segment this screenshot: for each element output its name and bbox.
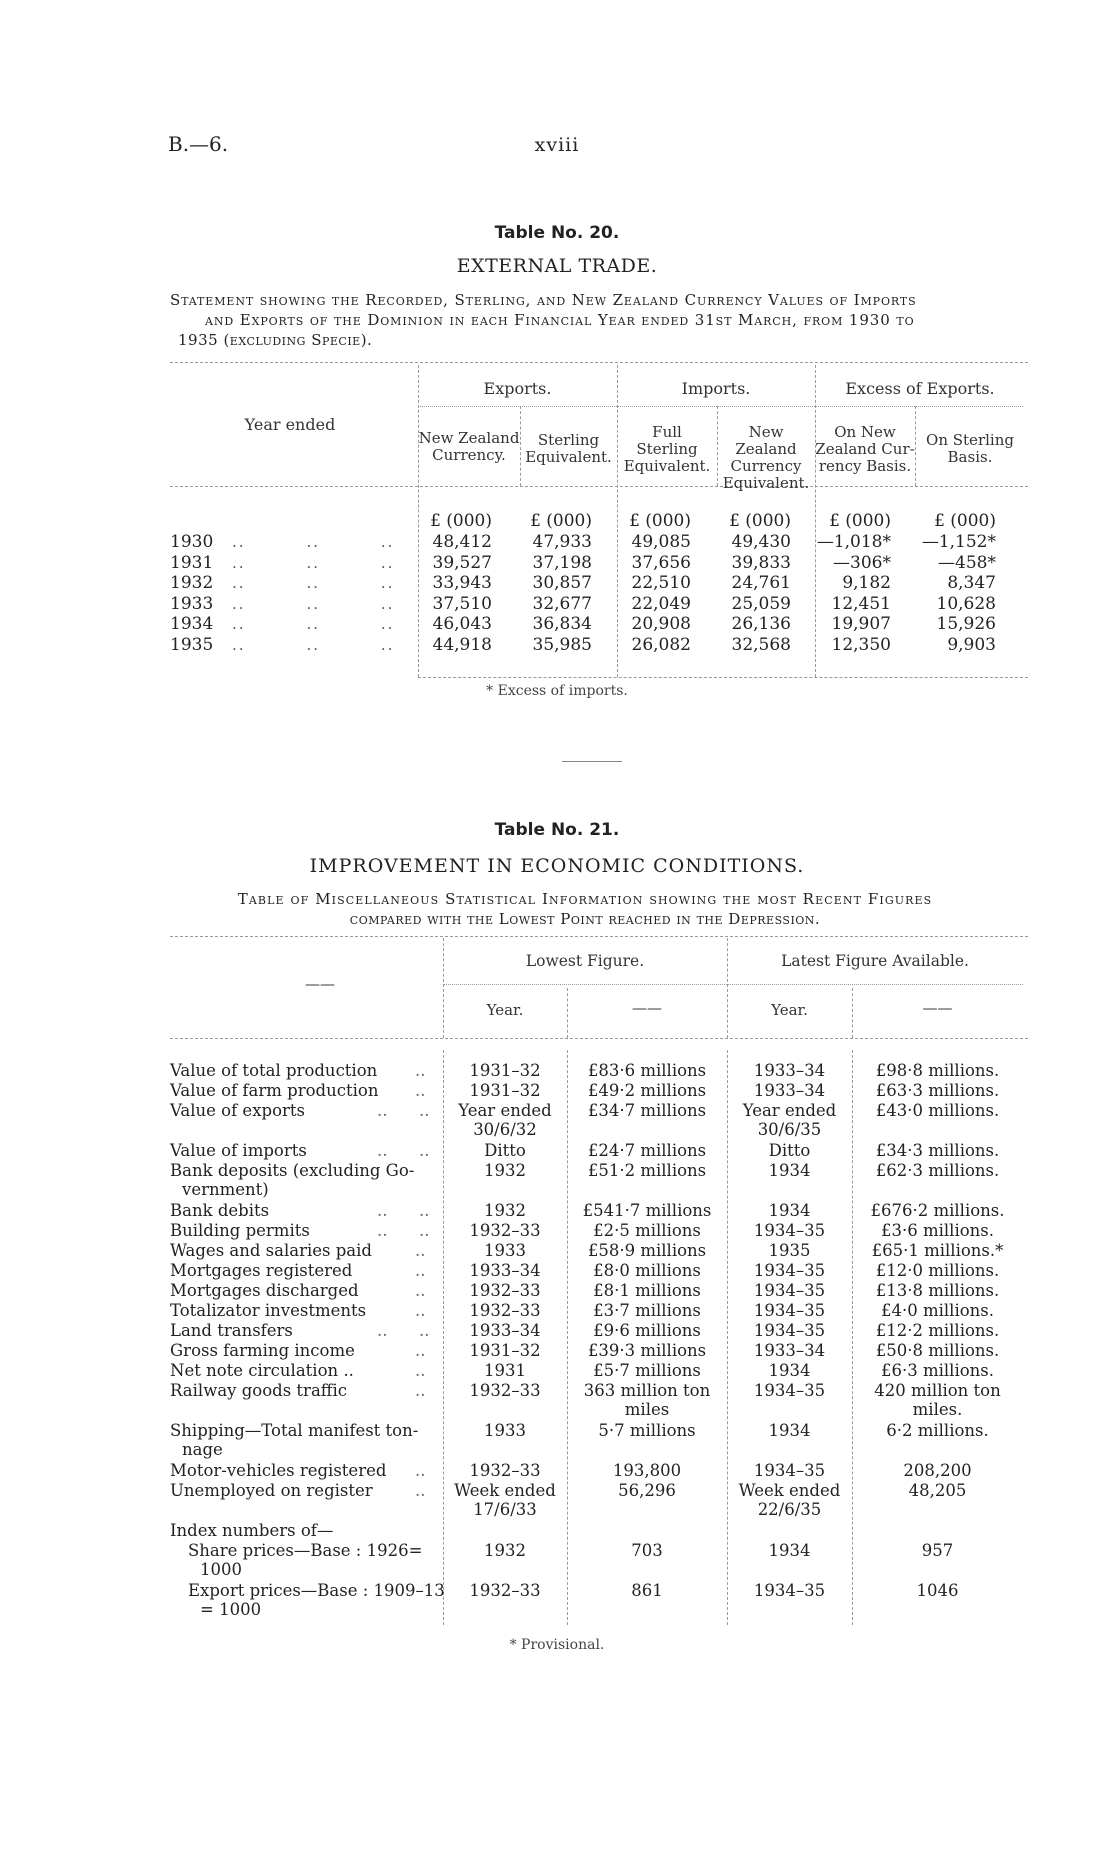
group-imports: Imports. <box>681 379 751 398</box>
lowest-value: £541·7 millions <box>582 1201 712 1220</box>
table20-label: Table No. 20. <box>494 223 620 243</box>
latest-value: 957 <box>921 1541 954 1560</box>
row-label: Gross farming income <box>170 1341 355 1360</box>
latest-year: 1933–34 <box>753 1081 826 1100</box>
table-cell: 15,926 <box>936 614 996 634</box>
table-cell: 36,834 <box>532 614 592 634</box>
latest-year: 1935 <box>768 1241 811 1260</box>
latest-year: 1934 <box>768 1421 811 1440</box>
lowest-year: 1931–32 <box>469 1081 541 1100</box>
lowest-year: 1933 <box>484 1421 526 1440</box>
leader-dots: .. .. .. <box>232 635 395 654</box>
table-cell: 46,043 <box>432 614 492 634</box>
row-year: 1935 <box>170 634 214 655</box>
latest-value: £13·8 millions. <box>875 1281 1000 1300</box>
table-cell: 44,918 <box>432 634 492 655</box>
row-label-continued: 1000 <box>200 1560 242 1579</box>
table-cell: 25,059 <box>731 593 791 614</box>
col-year-ended: Year ended <box>244 415 336 434</box>
table21-description: Table of Miscellaneous Statistical Information showing the most Recent Figures <box>237 890 933 908</box>
group-lowest-figure: Lowest Figure. <box>525 952 645 970</box>
table20-description-3: 1935 (excluding Specie). <box>178 331 373 349</box>
table-cell: 32,677 <box>532 593 592 614</box>
leader-dots: .. <box>415 1081 426 1100</box>
lowest-year: 1933–34 <box>469 1321 541 1340</box>
row-label: Bank debits <box>170 1201 270 1220</box>
lowest-year: 1933–34 <box>469 1261 541 1280</box>
table-cell: 12,350 <box>831 634 891 655</box>
row-year: 1931 <box>170 552 214 573</box>
row-label-continued: = 1000 <box>200 1600 262 1619</box>
latest-year: 1933–34 <box>753 1341 826 1360</box>
table-cell: 10,628 <box>936 593 996 614</box>
latest-value: 1046 <box>916 1581 959 1600</box>
table20-footnote: * Excess of imports. <box>486 683 628 699</box>
sub-nz-currency: New Zealand Currency. <box>418 429 520 464</box>
row-label: Value of total production <box>170 1061 378 1080</box>
leader-dots: .. <box>415 1261 426 1280</box>
latest-value: 48,205 <box>908 1481 967 1500</box>
lowest-value: £83·6 millions <box>587 1061 707 1080</box>
latest-value: £34·3 millions. <box>875 1141 1000 1160</box>
row-label: Motor-vehicles registered <box>170 1461 387 1480</box>
latest-year: Ditto <box>768 1141 811 1160</box>
lowest-year: 1931 <box>484 1361 526 1380</box>
sub-on-nz-currency-basis: On New Zealand Cur- rency Basis. <box>815 423 915 475</box>
row-year: 1930 <box>170 532 214 552</box>
latest-year: 1934–35 <box>753 1301 826 1320</box>
latest-value: £6·3 millions. <box>880 1361 994 1380</box>
table20-title: EXTERNAL TRADE. <box>456 255 658 277</box>
table-cell: 26,136 <box>731 614 791 634</box>
table-cell: —306* <box>833 552 891 573</box>
table-cell: 24,761 <box>731 573 791 593</box>
table-cell: 48,412 <box>432 532 492 552</box>
row-label: Bank deposits (excluding Go- <box>170 1161 415 1180</box>
latest-year: 1934 <box>768 1161 811 1180</box>
table20-description-2: and Exports of the Dominion in each Financial Year ended 31st March, from 1930 to <box>205 311 915 329</box>
row-label: Value of farm production <box>170 1081 379 1100</box>
table-cell: 39,833 <box>731 552 791 573</box>
row-label: Land transfers <box>170 1321 293 1340</box>
leader-dots: .. <box>415 1461 426 1480</box>
latest-year-continued: 22/6/35 <box>757 1500 822 1519</box>
row-label-continued: nage <box>182 1440 223 1459</box>
unit: £ (000) <box>934 511 996 531</box>
latest-value: 420 million ton <box>874 1381 1001 1400</box>
latest-value: £43·0 millions. <box>875 1101 1000 1120</box>
table-cell: 49,430 <box>731 532 791 552</box>
table-cell: 9,903 <box>947 634 996 655</box>
latest-year: 1934–35 <box>753 1461 826 1480</box>
lowest-year: 1932–33 <box>469 1281 541 1300</box>
latest-year: 1934–35 <box>753 1581 826 1600</box>
lowest-value: £58·9 millions <box>587 1241 707 1260</box>
row-label: Mortgages registered <box>170 1261 353 1280</box>
leader-dots: .. .. .. <box>232 533 395 551</box>
row-label-continued: vernment) <box>182 1180 269 1199</box>
lowest-year: Week ended <box>454 1481 556 1500</box>
lowest-value: £2·5 millions <box>593 1221 701 1240</box>
page-number: xviii <box>534 134 580 156</box>
leader-dots: .. <box>415 1241 426 1260</box>
table21-title: IMPROVEMENT IN ECONOMIC CONDITIONS. <box>309 855 805 877</box>
row-label: Wages and salaries paid <box>170 1241 372 1260</box>
unit: £ (000) <box>629 511 691 531</box>
latest-value: £65·1 millions.* <box>871 1241 1004 1260</box>
lowest-year: 1932–33 <box>469 1461 541 1480</box>
latest-value: £62·3 millions. <box>875 1161 1000 1180</box>
table-cell: 37,198 <box>532 552 592 573</box>
section-separator <box>562 761 622 762</box>
lowest-year-continued: 30/6/32 <box>473 1120 537 1139</box>
latest-value: £3·6 millions. <box>880 1221 994 1240</box>
lowest-value: £24·7 millions <box>587 1141 707 1160</box>
table21-label: Table No. 21. <box>494 820 620 840</box>
leader-dots: .. .. .. <box>232 574 395 592</box>
lowest-value: £49·2 millions <box>587 1081 707 1100</box>
leader-dots: .. .. <box>377 1321 430 1340</box>
row-label: Index numbers of— <box>170 1521 334 1540</box>
leader-dots: .. <box>415 1301 426 1320</box>
table-cell: 30,857 <box>532 573 592 593</box>
leader-dots: .. .. <box>377 1221 430 1240</box>
latest-year: Year ended <box>742 1101 837 1120</box>
latest-year: 1934–35 <box>753 1321 826 1340</box>
row-year: 1932 <box>170 573 214 593</box>
row-label: Shipping—Total manifest ton- <box>170 1421 419 1440</box>
table21-footnote: * Provisional. <box>509 1637 605 1653</box>
sub-year-lowest: Year. <box>486 1001 524 1019</box>
sub-full-sterling: Full Sterling Equivalent. <box>623 423 711 475</box>
lowest-value: £8·1 millions <box>593 1281 701 1300</box>
leader-dots: .. <box>415 1281 426 1300</box>
table21-description-2: compared with the Lowest Point reached in the Depression. <box>349 910 821 928</box>
row-label: Export prices—Base : 1909–13 <box>188 1581 445 1600</box>
group-excess: Excess of Exports. <box>845 379 995 398</box>
latest-year: 1934 <box>768 1541 811 1560</box>
latest-value: £63·3 millions. <box>875 1081 1000 1100</box>
row-label: Building permits <box>170 1221 310 1240</box>
table-cell: —458* <box>938 552 996 573</box>
row-year: 1933 <box>170 593 214 614</box>
leader-dots: .. <box>415 1061 426 1080</box>
latest-value-continued: miles. <box>912 1400 963 1419</box>
latest-year: 1934–35 <box>753 1221 826 1240</box>
leader-dots: .. <box>415 1481 426 1500</box>
lowest-year: 1932–33 <box>469 1381 541 1400</box>
latest-value: £12·2 millions. <box>875 1321 1000 1340</box>
lowest-year: 1932 <box>484 1541 526 1560</box>
sub-dash-lowest: —— <box>632 999 662 1017</box>
unit: £ (000) <box>729 511 791 531</box>
lowest-value-continued: miles <box>624 1400 670 1419</box>
row-label: Value of exports <box>170 1101 305 1120</box>
table-cell: 37,510 <box>432 593 492 614</box>
lowest-year: 1932–33 <box>469 1581 541 1600</box>
latest-value: 208,200 <box>903 1461 972 1480</box>
leader-dots: .. .. <box>377 1141 430 1160</box>
latest-year: 1934 <box>768 1201 811 1220</box>
row-label: Net note circulation .. <box>170 1361 354 1380</box>
unit: £ (000) <box>829 511 891 531</box>
table-cell: 22,049 <box>631 593 691 614</box>
table-cell: 33,943 <box>432 573 492 593</box>
sub-on-sterling-basis: On Sterling Basis. <box>926 431 1014 466</box>
leader-dots: .. .. .. <box>232 553 395 572</box>
unit: £ (000) <box>530 511 592 531</box>
lowest-value: £39·3 millions <box>587 1341 707 1360</box>
row-label: Railway goods traffic <box>170 1381 348 1400</box>
lowest-value: £8·0 millions <box>593 1261 701 1280</box>
row-label: Totalizator investments <box>170 1301 367 1320</box>
lowest-value: £3·7 millions <box>593 1301 701 1320</box>
sub-sterling-equivalent: Sterling Equivalent. <box>525 431 612 466</box>
row-label: Unemployed on register <box>170 1481 373 1500</box>
lowest-value: 193,800 <box>612 1461 682 1480</box>
leader-dots: .. <box>415 1381 426 1400</box>
lowest-year-continued: 17/6/33 <box>473 1500 537 1519</box>
lowest-value: 703 <box>631 1541 663 1560</box>
table-cell: 8,347 <box>947 573 996 593</box>
latest-year-continued: 30/6/35 <box>757 1120 822 1139</box>
latest-year: 1934–35 <box>753 1281 826 1300</box>
latest-value: £50·8 millions. <box>875 1341 1000 1360</box>
table-cell: 22,510 <box>631 573 691 593</box>
sub-nz-currency-equivalent: New Zealand Currency Equivalent. <box>722 423 810 492</box>
latest-year: Week ended <box>738 1481 841 1500</box>
latest-year: 1934 <box>768 1361 811 1380</box>
lowest-year: Year ended <box>458 1101 552 1120</box>
row-year: 1934 <box>170 614 214 634</box>
lowest-year: 1932 <box>484 1161 526 1180</box>
leader-dots: .. .. .. <box>232 594 395 613</box>
latest-value: £4·0 millions. <box>880 1301 994 1320</box>
table-cell: 26,082 <box>631 634 691 655</box>
sub-dash-latest: —— <box>922 999 953 1017</box>
latest-year: 1934–35 <box>753 1261 826 1280</box>
lowest-value: 861 <box>631 1581 663 1600</box>
lowest-year: 1932 <box>484 1201 526 1220</box>
table-cell: 37,656 <box>631 552 691 573</box>
leader-dots: .. <box>415 1361 426 1380</box>
latest-value: £12·0 millions. <box>875 1261 1000 1280</box>
lowest-year: 1932–33 <box>469 1221 541 1240</box>
latest-value: £98·8 millions. <box>875 1061 1000 1080</box>
table-cell: 32,568 <box>731 634 791 655</box>
latest-year: 1933–34 <box>753 1061 826 1080</box>
table-cell: 20,908 <box>631 614 691 634</box>
row-label: Share prices—Base : 1926= <box>188 1541 423 1560</box>
lowest-year: 1931–32 <box>469 1341 541 1360</box>
group-latest-figure: Latest Figure Available. <box>781 952 969 970</box>
table-cell: 49,085 <box>631 532 691 552</box>
table-cell: —1,152* <box>921 532 996 552</box>
lowest-year: 1931–32 <box>469 1061 541 1080</box>
document-reference: B.—6. <box>168 132 229 156</box>
sub-year-latest: Year. <box>771 1001 808 1019</box>
table-cell: 35,985 <box>532 634 592 655</box>
lowest-value: £51·2 millions <box>587 1161 707 1180</box>
lowest-year: 1933 <box>484 1241 526 1260</box>
table-cell: 9,182 <box>842 573 891 593</box>
table-cell: 47,933 <box>532 532 592 552</box>
lowest-value: 56,296 <box>618 1481 676 1500</box>
table-cell: 12,451 <box>831 593 891 614</box>
unit: £ (000) <box>430 511 492 531</box>
lowest-value: £34·7 millions <box>587 1101 707 1120</box>
table-cell: —1,018* <box>816 532 891 552</box>
lowest-value: £5·7 millions <box>593 1361 701 1380</box>
latest-year: 1934–35 <box>753 1381 826 1400</box>
table20-description: Statement showing the Recorded, Sterling, and New Zealand Currency Values of Imports <box>170 291 917 309</box>
latest-value: 6·2 millions. <box>886 1421 989 1440</box>
leader-dots: .. .. <box>377 1201 430 1220</box>
latest-value: £676·2 millions. <box>870 1201 1005 1220</box>
group-exports: Exports. <box>483 379 552 398</box>
table-cell: 39,527 <box>432 552 492 573</box>
lowest-value: 363 million ton <box>583 1381 711 1400</box>
leader-dots: .. .. .. <box>232 615 395 633</box>
lowest-value: £9·6 millions <box>593 1321 701 1340</box>
leader-dots: .. <box>415 1341 426 1360</box>
lowest-year: Ditto <box>484 1141 526 1160</box>
table-cell: 19,907 <box>831 614 891 634</box>
leader-dots: .. .. <box>377 1101 430 1120</box>
corner-dash: —— <box>305 975 335 993</box>
row-label: Value of imports <box>170 1141 307 1160</box>
row-label: Mortgages discharged <box>170 1281 359 1300</box>
lowest-year: 1932–33 <box>469 1301 541 1320</box>
lowest-value: 5·7 millions <box>598 1421 696 1440</box>
